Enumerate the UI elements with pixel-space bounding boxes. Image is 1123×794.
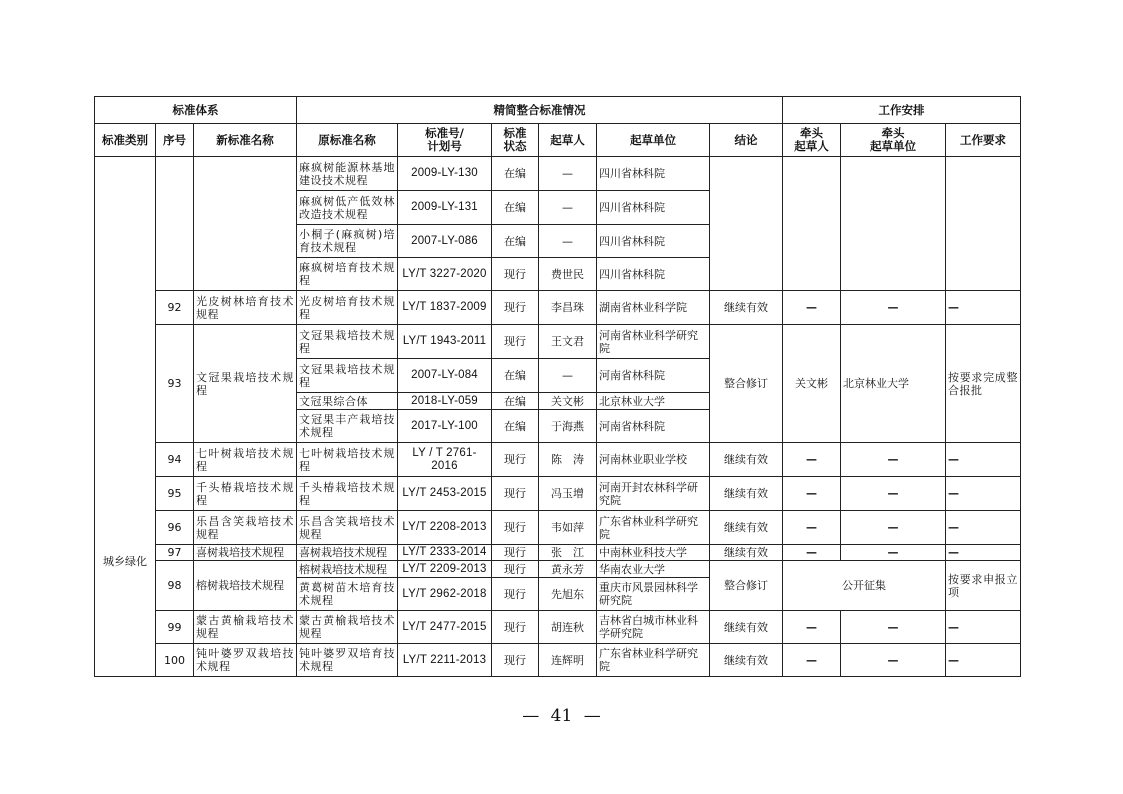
col-header-lead-drafter-line2: 起草人 bbox=[794, 139, 829, 153]
requirement-cell: — bbox=[946, 545, 1021, 561]
unit-cell: 中南林业科技大学 bbox=[597, 545, 710, 561]
unit-cell: 吉林省白城市林业科学研究院 bbox=[597, 611, 710, 644]
std-no-cell: LY/T 2208-2013 bbox=[398, 511, 492, 545]
drafter-cell: 陈 涛 bbox=[539, 443, 597, 477]
status-cell: 现行 bbox=[492, 511, 539, 545]
drafter-cell: — bbox=[539, 225, 597, 258]
status-cell: 现行 bbox=[492, 561, 539, 578]
status-cell: 在编 bbox=[492, 393, 539, 410]
std-no-cell: LY/T 2477-2015 bbox=[398, 611, 492, 644]
status-cell: 现行 bbox=[492, 644, 539, 677]
lead-unit-cell: — bbox=[841, 443, 946, 477]
table-row bbox=[95, 325, 1021, 359]
conclusion-cell: 继续有效 bbox=[710, 545, 783, 561]
col-header-conclusion: 结论 bbox=[710, 124, 783, 157]
status-cell: 现行 bbox=[492, 325, 539, 359]
drafter-cell: 冯玉增 bbox=[539, 477, 597, 511]
drafter-cell: — bbox=[539, 191, 597, 225]
col-header-new-name: 新标准名称 bbox=[194, 124, 297, 157]
lead-unit-cell: — bbox=[841, 477, 946, 511]
std-no-cell: LY/T 2211-2013 bbox=[398, 644, 492, 677]
std-no-cell: 2009-LY-130 bbox=[398, 157, 492, 191]
status-cell: 现行 bbox=[492, 443, 539, 477]
std-no-cell: 2007-LY-086 bbox=[398, 225, 492, 258]
status-cell: 现行 bbox=[492, 258, 539, 291]
drafter-cell: 先旭东 bbox=[539, 578, 597, 611]
group-header-integration: 精简整合标准情况 bbox=[297, 97, 783, 124]
unit-cell: 华南农业大学 bbox=[597, 561, 710, 578]
col-header-lead-unit bbox=[841, 124, 946, 157]
lead-unit-cell: — bbox=[841, 545, 946, 561]
conclusion-cell: 继续有效 bbox=[710, 291, 783, 325]
unit-cell: 河南省林科院 bbox=[597, 359, 710, 393]
status-cell: 在编 bbox=[492, 157, 539, 191]
lead-unit-cell: 北京林业大学 bbox=[841, 325, 946, 443]
seq-cell: 94 bbox=[156, 443, 194, 477]
seq-cell: 100 bbox=[156, 644, 194, 677]
seq-cell: 96 bbox=[156, 511, 194, 545]
table-row bbox=[95, 511, 1021, 545]
new-name-cell: 乐昌含笑栽培技术规程 bbox=[194, 511, 297, 545]
std-no-cell: 2018-LY-059 bbox=[398, 393, 492, 410]
requirement-cell: — bbox=[946, 611, 1021, 644]
col-header-drafter: 起草人 bbox=[539, 124, 597, 157]
conclusion-cell: 继续有效 bbox=[710, 644, 783, 677]
col-header-lead-drafter-line1: 牵头 bbox=[800, 126, 823, 140]
orig-name-cell: 小桐子(麻疯树)培育技术规程 bbox=[297, 225, 398, 258]
table-row bbox=[95, 545, 1021, 561]
col-header-orig-name: 原标准名称 bbox=[297, 124, 398, 157]
std-no-cell: LY/T 2333-2014 bbox=[398, 545, 492, 561]
orig-name-cell: 乐昌含笑栽培技术规程 bbox=[297, 511, 398, 545]
requirement-cell: — bbox=[946, 644, 1021, 677]
table-row bbox=[95, 477, 1021, 511]
lead-drafter-cell: — bbox=[783, 611, 841, 644]
table-row bbox=[95, 611, 1021, 644]
col-header-category: 标准类别 bbox=[95, 124, 156, 157]
unit-cell: 河南省林科院 bbox=[597, 410, 710, 443]
footer-dash-right: — bbox=[583, 706, 601, 726]
drafter-cell: 连辉明 bbox=[539, 644, 597, 677]
col-header-requirement: 工作要求 bbox=[946, 124, 1021, 157]
page-number: 41 bbox=[550, 706, 573, 726]
category-cell: 城乡绿化 bbox=[95, 157, 156, 677]
drafter-cell: — bbox=[539, 359, 597, 393]
drafter-cell: 关文彬 bbox=[539, 393, 597, 410]
table-row bbox=[95, 644, 1021, 677]
conclusion-cell: 整合修订 bbox=[710, 325, 783, 443]
col-header-std-no-line2: 计划号 bbox=[427, 139, 462, 153]
std-no-cell: LY/T 2453-2015 bbox=[398, 477, 492, 511]
orig-name-cell: 文冠果综合体 bbox=[297, 393, 398, 410]
standards-table-container bbox=[94, 96, 1021, 677]
conclusion-cell: 继续有效 bbox=[710, 611, 783, 644]
orig-name-cell: 麻疯树低产低效林改造技术规程 bbox=[297, 191, 398, 225]
conclusion-cell bbox=[710, 157, 783, 291]
col-header-status-line1: 标准 bbox=[503, 126, 527, 140]
drafter-cell: — bbox=[539, 157, 597, 191]
col-header-lead-unit-line1: 牵头 bbox=[881, 126, 905, 140]
drafter-cell: 胡连秋 bbox=[539, 611, 597, 644]
orig-name-cell: 文冠果栽培技术规程 bbox=[297, 359, 398, 393]
conclusion-cell: 继续有效 bbox=[710, 511, 783, 545]
col-header-lead-unit-line2: 起草单位 bbox=[870, 139, 916, 153]
col-header-lead-drafter bbox=[783, 124, 841, 157]
lead-unit-cell bbox=[841, 157, 946, 291]
unit-cell: 四川省林科院 bbox=[597, 225, 710, 258]
unit-cell: 湖南省林业科学院 bbox=[597, 291, 710, 325]
requirement-cell: — bbox=[946, 511, 1021, 545]
status-cell: 现行 bbox=[492, 545, 539, 561]
drafter-cell: 王文君 bbox=[539, 325, 597, 359]
orig-name-cell: 光皮树培育技术规程 bbox=[297, 291, 398, 325]
std-no-cell: 2009-LY-131 bbox=[398, 191, 492, 225]
seq-cell: 99 bbox=[156, 611, 194, 644]
drafter-cell: 黄永芳 bbox=[539, 561, 597, 578]
status-cell: 现行 bbox=[492, 477, 539, 511]
lead-unit-cell: — bbox=[841, 611, 946, 644]
new-name-cell: 榕树栽培技术规程 bbox=[194, 561, 297, 611]
orig-name-cell: 文冠果丰产栽培技术规程 bbox=[297, 410, 398, 443]
unit-cell: 北京林业大学 bbox=[597, 393, 710, 410]
orig-name-cell: 千头椿栽培技术规程 bbox=[297, 477, 398, 511]
new-name-cell: 文冠果栽培技术规程 bbox=[194, 325, 297, 443]
status-cell: 现行 bbox=[492, 291, 539, 325]
lead-drafter-cell: — bbox=[783, 511, 841, 545]
lead-drafter-cell: 关文彬 bbox=[783, 325, 841, 443]
orig-name-cell: 喜树栽培技术规程 bbox=[297, 545, 398, 561]
lead-unit-cell: — bbox=[841, 511, 946, 545]
lead-unit-cell: — bbox=[841, 644, 946, 677]
group-header-work: 工作安排 bbox=[783, 97, 1021, 124]
new-name-cell: 钝叶婆罗双栽培技术规程 bbox=[194, 644, 297, 677]
lead-drafter-cell: — bbox=[783, 291, 841, 325]
conclusion-cell: 继续有效 bbox=[710, 477, 783, 511]
header-column-row bbox=[95, 124, 1021, 157]
new-name-cell: 喜树栽培技术规程 bbox=[194, 545, 297, 561]
std-no-cell: LY/T 1837-2009 bbox=[398, 291, 492, 325]
status-cell: 现行 bbox=[492, 578, 539, 611]
unit-cell: 重庆市风景园林科学研究院 bbox=[597, 578, 710, 611]
status-cell: 在编 bbox=[492, 410, 539, 443]
new-name-cell bbox=[194, 157, 297, 291]
requirement-cell bbox=[946, 157, 1021, 291]
table-row bbox=[95, 561, 1021, 578]
status-cell: 在编 bbox=[492, 225, 539, 258]
new-name-cell: 七叶树栽培技术规程 bbox=[194, 443, 297, 477]
col-header-std-no-line1: 标准号/ bbox=[425, 126, 464, 140]
seq-cell: 97 bbox=[156, 545, 194, 561]
seq-cell: 95 bbox=[156, 477, 194, 511]
group-header-standard-system: 标准体系 bbox=[95, 97, 297, 124]
orig-name-cell: 麻疯树培育技术规程 bbox=[297, 258, 398, 291]
drafter-cell: 张 江 bbox=[539, 545, 597, 561]
drafter-cell: 李昌珠 bbox=[539, 291, 597, 325]
lead-drafter-cell: — bbox=[783, 443, 841, 477]
col-header-std-no bbox=[398, 124, 492, 157]
header-group-row bbox=[95, 97, 1021, 124]
new-name-cell: 蒙古黄榆栽培技术规程 bbox=[194, 611, 297, 644]
std-no-cell: 2007-LY-084 bbox=[398, 359, 492, 393]
new-name-cell: 光皮树林培育技术规程 bbox=[194, 291, 297, 325]
work-merged-cell: 公开征集 bbox=[783, 561, 946, 611]
conclusion-cell: 继续有效 bbox=[710, 443, 783, 477]
requirement-cell: 按要求完成整合报批 bbox=[946, 325, 1021, 443]
new-name-cell: 千头椿栽培技术规程 bbox=[194, 477, 297, 511]
orig-name-cell: 文冠果栽培技术规程 bbox=[297, 325, 398, 359]
orig-name-cell: 蒙古黄榆栽培技术规程 bbox=[297, 611, 398, 644]
unit-cell: 河南林业职业学校 bbox=[597, 443, 710, 477]
requirement-cell: — bbox=[946, 477, 1021, 511]
seq-cell: 92 bbox=[156, 291, 194, 325]
seq-cell: 93 bbox=[156, 325, 194, 443]
standards-table bbox=[94, 96, 1021, 677]
status-cell: 现行 bbox=[492, 611, 539, 644]
requirement-cell: — bbox=[946, 291, 1021, 325]
table-row bbox=[95, 443, 1021, 477]
orig-name-cell: 黄葛树苗木培育技术规程 bbox=[297, 578, 398, 611]
orig-name-cell: 钝叶婆罗双培育技术规程 bbox=[297, 644, 398, 677]
table-row bbox=[95, 291, 1021, 325]
conclusion-cell: 整合修订 bbox=[710, 561, 783, 611]
lead-drafter-cell: — bbox=[783, 644, 841, 677]
std-no-cell: LY/T 2962-2018 bbox=[398, 578, 492, 611]
unit-cell: 广东省林业科学研究院 bbox=[597, 644, 710, 677]
seq-cell bbox=[156, 157, 194, 291]
col-header-drafting-unit: 起草单位 bbox=[597, 124, 710, 157]
drafter-cell: 于海燕 bbox=[539, 410, 597, 443]
lead-drafter-cell bbox=[783, 157, 841, 291]
std-no-cell: LY/T 3227-2020 bbox=[398, 258, 492, 291]
status-cell: 在编 bbox=[492, 191, 539, 225]
unit-cell: 河南省林业科学研究院 bbox=[597, 325, 710, 359]
lead-unit-cell: — bbox=[841, 291, 946, 325]
unit-cell: 四川省林科院 bbox=[597, 191, 710, 225]
orig-name-cell: 七叶树栽培技术规程 bbox=[297, 443, 398, 477]
col-header-status bbox=[492, 124, 539, 157]
requirement-cell: — bbox=[946, 443, 1021, 477]
page-footer bbox=[0, 706, 1123, 726]
footer-dash-left: — bbox=[522, 706, 540, 726]
unit-cell: 河南开封农林科学研究院 bbox=[597, 477, 710, 511]
lead-drafter-cell: — bbox=[783, 545, 841, 561]
drafter-cell: 韦如萍 bbox=[539, 511, 597, 545]
std-no-cell: 2017-LY-100 bbox=[398, 410, 492, 443]
std-no-cell: LY / T 2761-2016 bbox=[398, 443, 492, 477]
std-no-cell: LY/T 2209-2013 bbox=[398, 561, 492, 578]
seq-cell: 98 bbox=[156, 561, 194, 611]
drafter-cell: 费世民 bbox=[539, 258, 597, 291]
unit-cell: 四川省林科院 bbox=[597, 157, 710, 191]
requirement-cell: 按要求申报立项 bbox=[946, 561, 1021, 611]
lead-drafter-cell: — bbox=[783, 477, 841, 511]
unit-cell: 四川省林科院 bbox=[597, 258, 710, 291]
table-row bbox=[95, 157, 1021, 191]
orig-name-cell: 麻疯树能源林基地建设技术规程 bbox=[297, 157, 398, 191]
unit-cell: 广东省林业科学研究院 bbox=[597, 511, 710, 545]
col-header-seq: 序号 bbox=[156, 124, 194, 157]
orig-name-cell: 榕树栽培技术规程 bbox=[297, 561, 398, 578]
std-no-cell: LY/T 1943-2011 bbox=[398, 325, 492, 359]
col-header-status-line2: 状态 bbox=[503, 139, 527, 153]
status-cell: 在编 bbox=[492, 359, 539, 393]
